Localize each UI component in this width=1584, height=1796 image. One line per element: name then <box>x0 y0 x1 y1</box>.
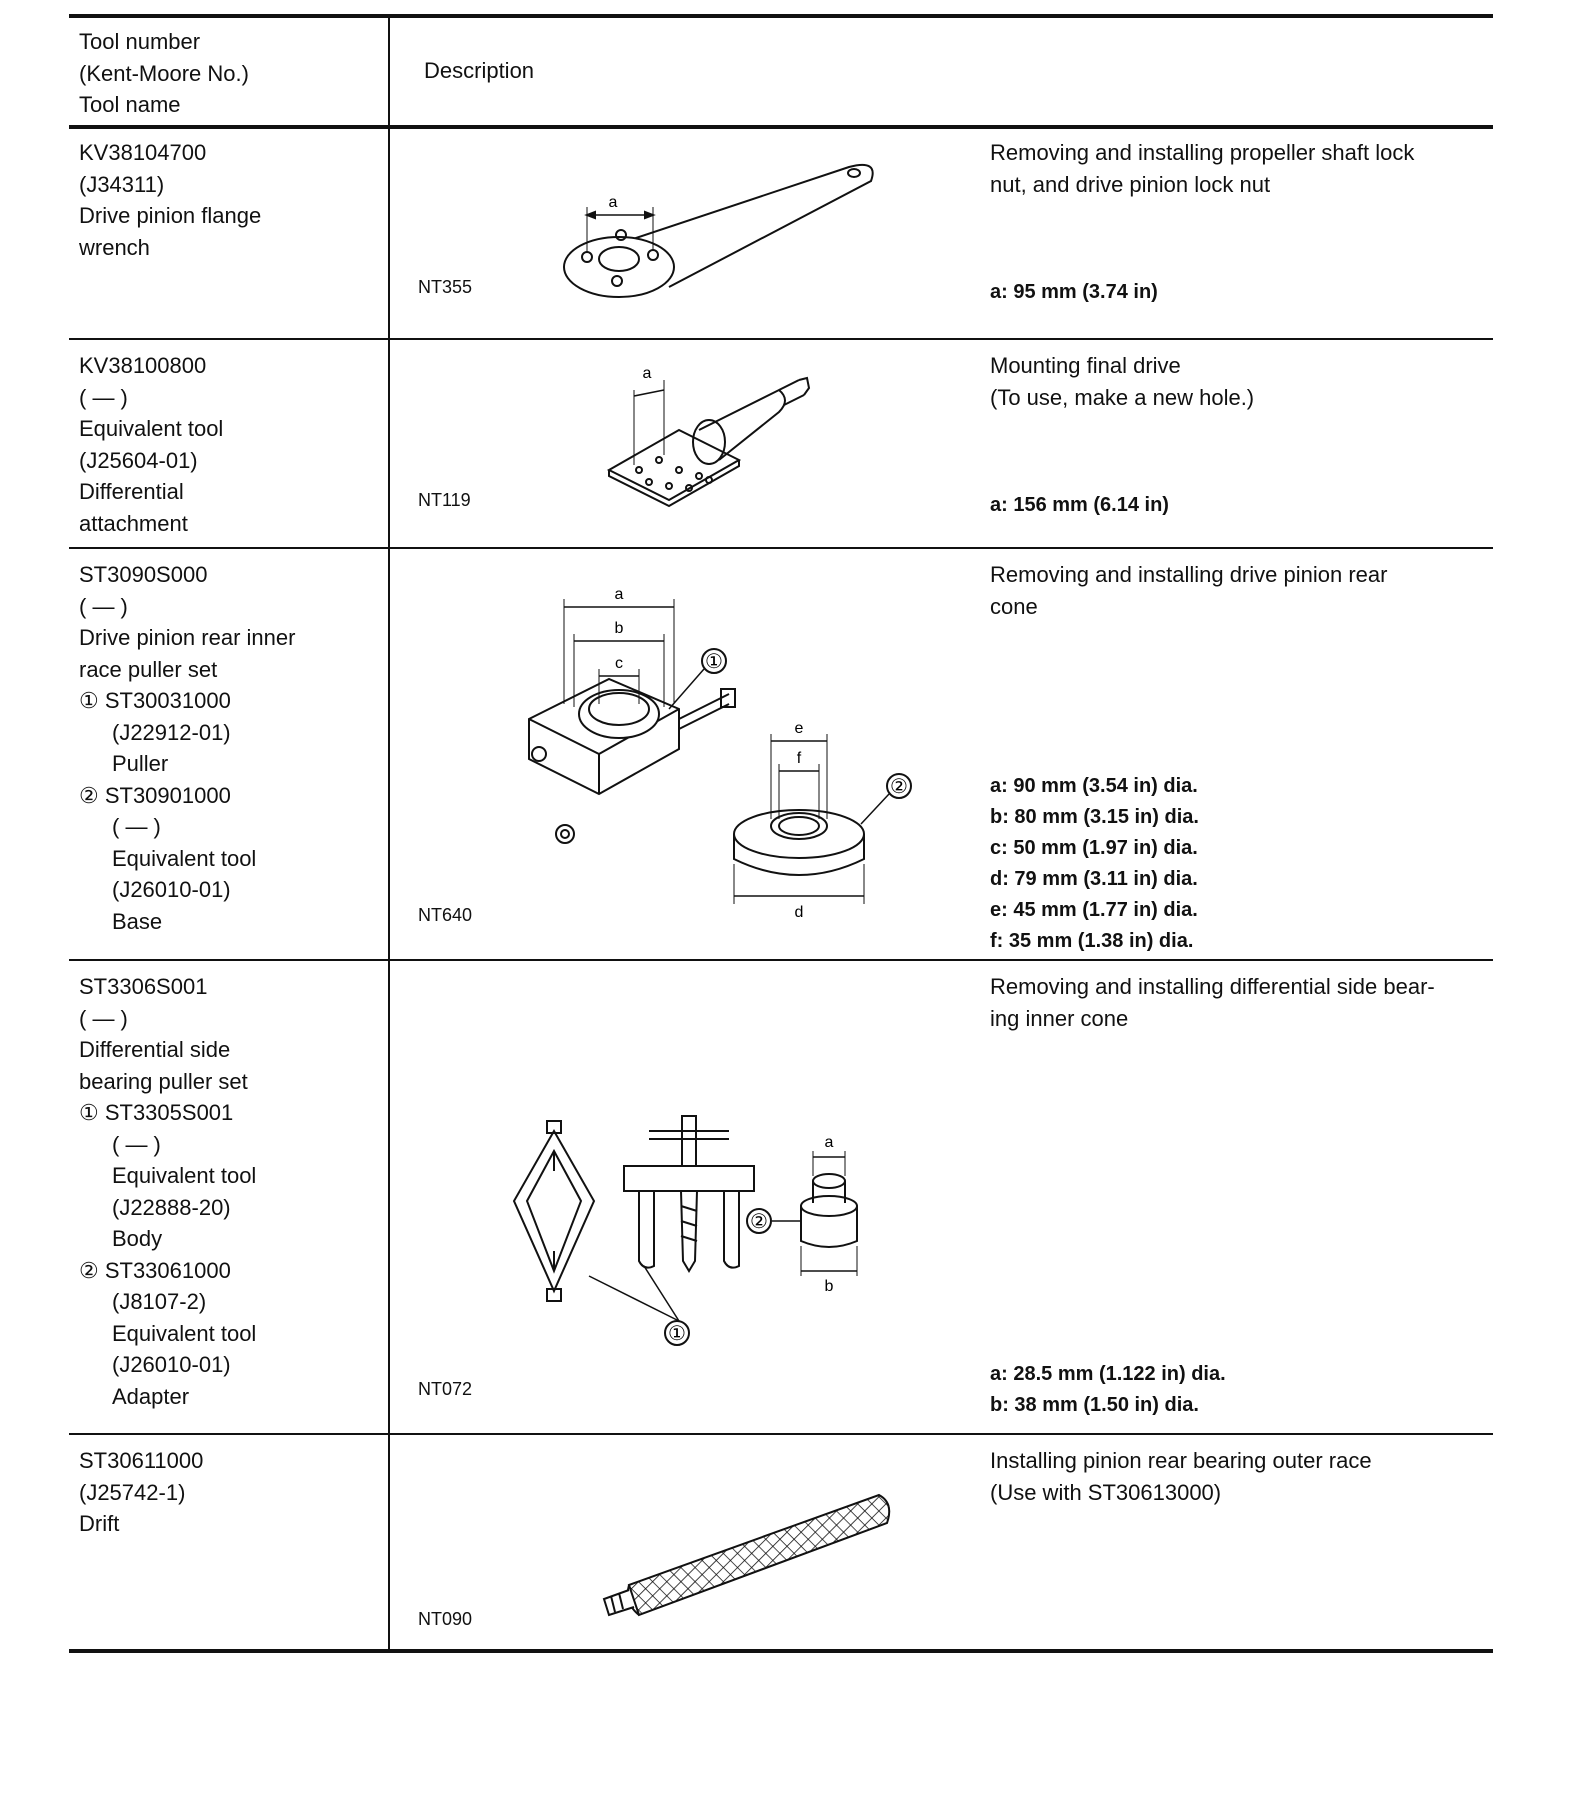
tool-name: wrench <box>79 234 150 260</box>
description-line: Removing and installing drive pinion rear <box>990 562 1388 587</box>
kent-moore-number: ( — ) <box>79 593 128 619</box>
kent-moore-number: ( — ) <box>112 814 161 839</box>
tool-number: KV38104700 <box>79 140 207 165</box>
dimension-label: b <box>824 1278 834 1295</box>
tool-name: Differential <box>79 479 184 504</box>
description-line: ing inner cone <box>990 1005 1129 1031</box>
tool-description <box>990 559 1485 622</box>
tool-description <box>990 971 1485 1034</box>
description-line: Removing and installing propeller shaft lock <box>990 140 1415 165</box>
sub-tool-name: Equivalent tool <box>112 1163 257 1188</box>
spec-line: a: 90 mm (3.54 in) dia. <box>990 775 1198 797</box>
part-callout: ② <box>750 1211 768 1233</box>
table-header <box>69 14 1493 127</box>
tool-info <box>79 971 379 1412</box>
part-callout: ② <box>890 776 908 798</box>
tool-row <box>69 961 1493 1433</box>
part-callout: ① <box>668 1323 686 1345</box>
header-tool-column <box>79 26 379 121</box>
sub-tool-number: ② ST33061000 <box>79 1257 231 1283</box>
dimension-label: e <box>794 720 804 737</box>
header-line: Tool number <box>79 29 201 54</box>
kent-moore-number: (J26010-01) <box>112 877 231 902</box>
dimension-label: a <box>824 1134 834 1151</box>
kent-moore-number: (J25742-1) <box>79 1479 186 1505</box>
sub-tool-name: Puller <box>112 751 169 776</box>
tool-number: ST3090S000 <box>79 562 208 587</box>
header-line: (Kent-Moore No.) <box>79 60 249 86</box>
part-callout: ① <box>705 651 723 673</box>
dimension-label: a <box>608 194 618 211</box>
spec-line: a: 28.5 mm (1.122 in) dia. <box>990 1363 1226 1385</box>
description-line: (Use with ST30613000) <box>990 1479 1222 1505</box>
kent-moore-number: (J22888-20) <box>112 1194 231 1220</box>
drift-figure <box>589 1475 909 1635</box>
description-line: cone <box>990 593 1038 619</box>
sub-tool-name: Base <box>112 908 163 934</box>
dimension-label: f <box>796 750 802 767</box>
tool-info <box>79 350 379 539</box>
tool-number: ST3306S001 <box>79 974 208 999</box>
kent-moore-number: (J8107-2) <box>112 1289 207 1314</box>
sub-tool-number: ② ST30901000 <box>79 782 231 808</box>
sub-tool-name: Equivalent tool <box>112 1320 257 1346</box>
figure-code: NT355 <box>418 277 473 297</box>
tool-row <box>69 549 1493 959</box>
tool-specs <box>990 1359 1485 1421</box>
tool-name: Equivalent tool <box>79 416 224 441</box>
tool-row <box>69 127 1493 338</box>
differential-attachment-figure <box>569 350 889 530</box>
tool-info <box>79 559 379 937</box>
flange-wrench-figure <box>529 147 929 327</box>
header-line: Tool name <box>79 92 181 117</box>
tool-description <box>990 1445 1485 1508</box>
dimension-label: d <box>794 904 804 921</box>
tool-info <box>79 137 379 263</box>
tool-name: Drive pinion flange <box>79 203 262 228</box>
tool-name: attachment <box>79 510 188 536</box>
tool-specs <box>990 490 1485 521</box>
tool-row <box>69 1435 1493 1649</box>
spec-line: f: 35 mm (1.38 in) dia. <box>990 930 1194 952</box>
spec-line: b: 80 mm (3.15 in) dia. <box>990 806 1199 828</box>
kent-moore-number: (J22912-01) <box>112 719 231 745</box>
sub-tool-name: Equivalent tool <box>112 845 257 871</box>
tool-specs <box>990 771 1485 957</box>
spec-line: d: 79 mm (3.11 in) dia. <box>990 868 1198 890</box>
tool-name: Drift <box>79 1511 120 1536</box>
tool-description <box>990 137 1485 200</box>
kent-moore-number: (J34311) <box>79 171 165 197</box>
tool-number: ST30611000 <box>79 1448 204 1473</box>
spec-line: a: 95 mm (3.74 in) <box>990 281 1158 303</box>
sub-tool-number: ① ST30031000 <box>79 688 231 713</box>
kent-moore-number: ( — ) <box>79 1005 128 1031</box>
tool-row <box>69 340 1493 547</box>
tool-name: (J25604-01) <box>79 447 198 473</box>
kent-moore-number: (J26010-01) <box>112 1352 231 1377</box>
spec-line: a: 156 mm (6.14 in) <box>990 494 1169 516</box>
tool-number: KV38100800 <box>79 353 207 378</box>
figure-code: NT119 <box>418 490 471 510</box>
sub-tool-number: ① ST3305S001 <box>79 1100 234 1125</box>
description-line: Installing pinion rear bearing outer race <box>990 1448 1372 1473</box>
tool-name: race puller set <box>79 656 218 682</box>
tool-info <box>79 1445 379 1540</box>
description-line: Removing and installing differential side bear- <box>990 974 1435 999</box>
figure-code: NT090 <box>418 1609 473 1629</box>
tool-name: Differential side <box>79 1037 231 1062</box>
description-line: (To use, make a new hole.) <box>990 384 1255 410</box>
spec-line: c: 50 mm (1.97 in) dia. <box>990 837 1198 859</box>
dimension-label: c <box>615 655 623 672</box>
sub-tool-name: Adapter <box>112 1383 190 1409</box>
spec-line: e: 45 mm (1.77 in) dia. <box>990 899 1198 921</box>
tool-description <box>990 350 1485 413</box>
table-bottom-rule <box>69 1649 1493 1653</box>
figure-code: NT072 <box>418 1379 473 1399</box>
tool-specs <box>990 277 1485 308</box>
puller-set-figure <box>499 569 969 939</box>
tool-name: Drive pinion rear inner <box>79 625 296 650</box>
tool-name: bearing puller set <box>79 1068 248 1094</box>
dimension-label: b <box>614 620 624 637</box>
dimension-label: a <box>614 586 624 603</box>
sub-tool-name: Body <box>112 1226 163 1251</box>
description-line: Mounting final drive <box>990 353 1181 378</box>
dimension-label: a <box>642 365 652 382</box>
kent-moore-number: ( — ) <box>79 384 128 410</box>
description-line: nut, and drive pinion lock nut <box>990 171 1271 197</box>
figure-code: NT640 <box>418 905 473 925</box>
spec-line: b: 38 mm (1.50 in) dia. <box>990 1394 1199 1416</box>
kent-moore-number: ( — ) <box>112 1131 161 1157</box>
bearing-puller-figure <box>499 1111 939 1361</box>
header-description: Description <box>424 58 535 83</box>
